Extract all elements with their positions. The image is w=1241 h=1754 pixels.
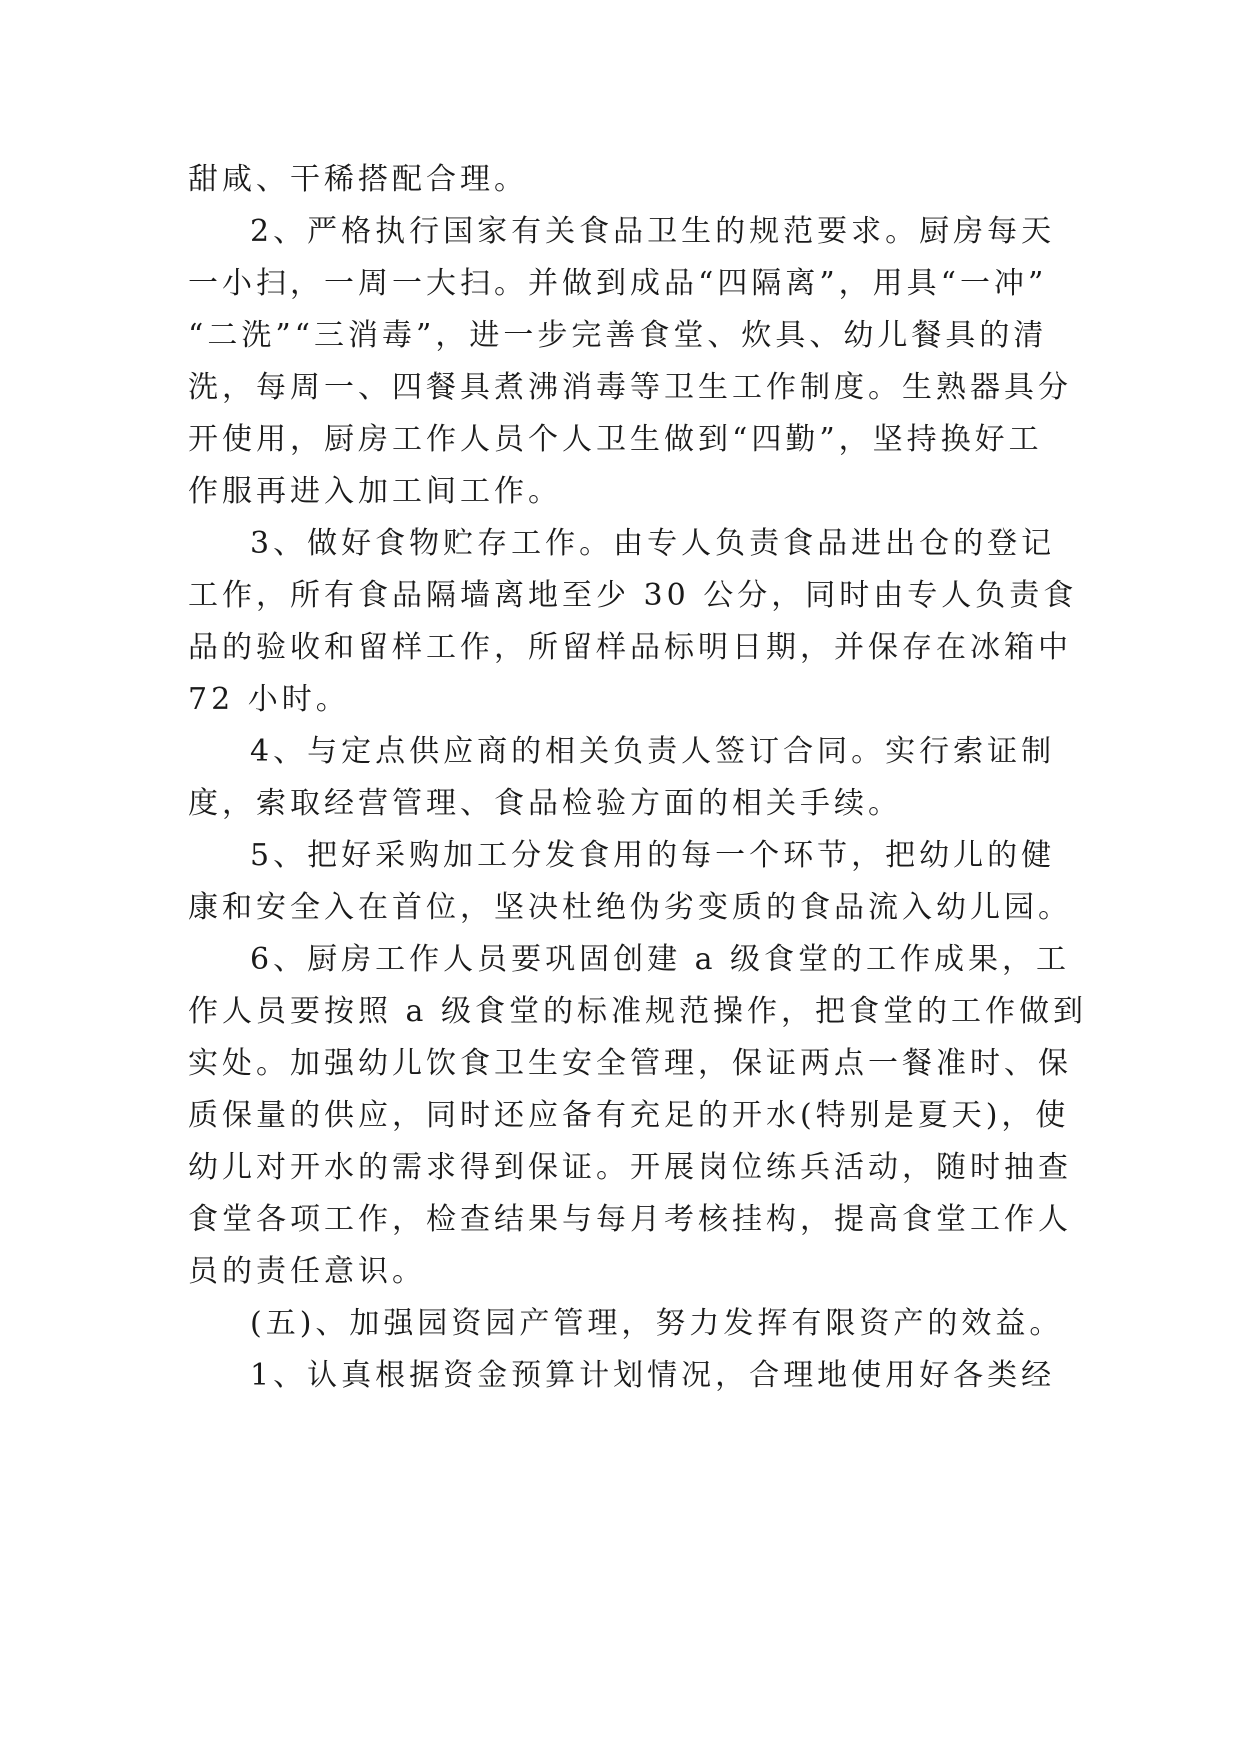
- text-line: 6、厨房工作人员要巩固创建 a 级食堂的工作成果，工: [250, 942, 1071, 977]
- text-line: 食堂各项工作，检查结果与每月考核挂构，提高食堂工作人: [188, 1202, 1072, 1237]
- text-line: 作人员要按照 a 级食堂的标准规范操作，把食堂的工作做到: [188, 994, 1087, 1029]
- text-line: 度，索取经营管理、食品检验方面的相关手续。: [188, 786, 902, 821]
- text-line: 幼儿对开水的需求得到保证。开展岗位练兵活动，随时抽查: [188, 1150, 1072, 1185]
- text-line: 工作，所有食品隔墙离地至少 30 公分，同时由专人负责食: [188, 578, 1078, 613]
- text-line: 3、做好食物贮存工作。由专人负责食品进出仓的登记: [250, 526, 1056, 561]
- text-line: 4、与定点供应商的相关负责人签订合同。实行索证制: [250, 734, 1056, 769]
- text-line: 作服再进入加工间工作。: [188, 474, 562, 509]
- text-line: 开使用，厨房工作人员个人卫生做到“四勤”，坚持换好工: [188, 422, 1043, 457]
- text-line: (五)、加强园资园产管理，努力发挥有限资产的效益。: [250, 1306, 1064, 1341]
- text-line: 1、认真根据资金预算计划情况，合理地使用好各类经: [250, 1358, 1056, 1393]
- text-line: 72 小时。: [188, 682, 350, 717]
- text-line: 5、把好采购加工分发食用的每一个环节，把幼儿的健: [250, 838, 1056, 873]
- text-line: 质保量的供应，同时还应备有充足的开水(特别是夏天)，使: [188, 1098, 1070, 1133]
- text-line: 甜咸、干稀搭配合理。: [188, 162, 528, 197]
- text-line: 2、严格执行国家有关食品卫生的规范要求。厨房每天: [250, 214, 1056, 249]
- text-line: 洗，每周一、四餐具煮沸消毒等卫生工作制度。生熟器具分: [188, 370, 1072, 405]
- text-line: 一小扫，一周一大扫。并做到成品“四隔离”，用具“一冲”: [188, 266, 1048, 301]
- text-line: 康和安全入在首位，坚决杜绝伪劣变质的食品流入幼儿园。: [188, 890, 1072, 925]
- text-line: 品的验收和留样工作，所留样品标明日期，并保存在冰箱中: [188, 630, 1072, 665]
- text-line: “二洗”“三消毒”，进一步完善食堂、炊具、幼儿餐具的清: [188, 318, 1048, 353]
- text-line: 员的责任意识。: [188, 1254, 426, 1289]
- text-line: 实处。加强幼儿饮食卫生安全管理，保证两点一餐准时、保: [188, 1046, 1072, 1081]
